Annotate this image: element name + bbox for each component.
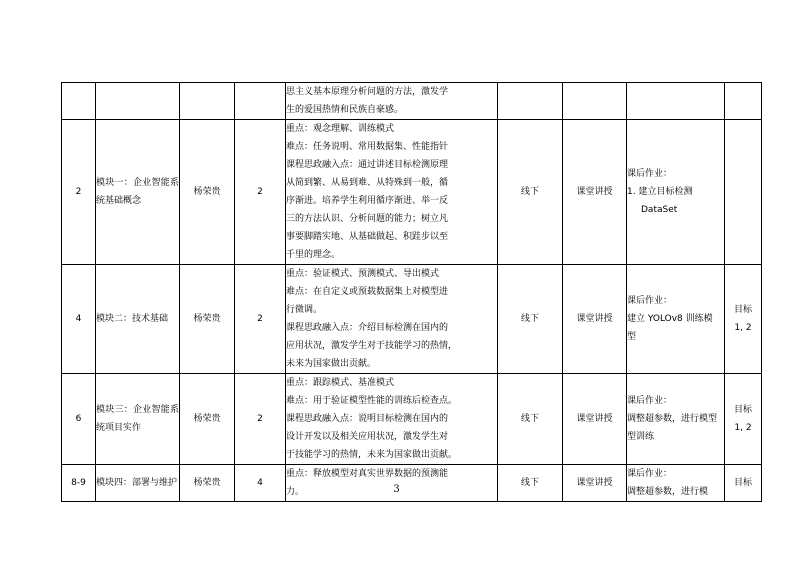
homework-cell-line: 型训练: [627, 432, 655, 442]
goal-cell-line: 目标: [733, 478, 752, 488]
homework-cell: [627, 265, 725, 374]
content-cell-line: 思主义基本原理分析问题的方法，激发学: [286, 87, 449, 97]
homework-cell: [627, 83, 725, 120]
content-cell-line: 难点：任务说明、常用数据集、性能指针: [286, 142, 449, 152]
content-cell: [286, 374, 498, 465]
goal-cell: [725, 465, 762, 502]
teacher-cell: 杨荣贵: [180, 374, 235, 465]
content-cell-line: 难点：在自定义或预载数据集上对模型进: [286, 287, 449, 297]
method-cell: 课堂讲授: [563, 120, 627, 265]
module-cell: 模块四：部署与维护: [96, 465, 180, 502]
homework-cell: [627, 465, 725, 502]
goal-cell-line: 目标: [733, 405, 752, 415]
table-row: [62, 120, 762, 265]
goal-cell: [725, 374, 762, 465]
goal-cell-line: 1, 2: [734, 423, 752, 433]
method-cell: 课堂讲授: [563, 265, 627, 374]
week-cell: 4: [62, 265, 96, 374]
homework-cell: [627, 374, 725, 465]
content-cell-line: 行微调。: [286, 305, 323, 315]
goal-cell: [725, 83, 762, 120]
content-cell-line: 课程思政融入点：介绍目标检测在国内的: [286, 323, 449, 333]
hours-cell: 2: [235, 265, 286, 374]
mode-cell: [498, 83, 563, 120]
table-row: [62, 374, 762, 465]
content-cell-line: 重点：释放模型对真实世界数据的预测能: [286, 469, 449, 479]
hours-cell: 2: [235, 120, 286, 265]
content-cell: [286, 465, 498, 502]
teacher-cell: 杨荣贵: [180, 465, 235, 502]
content-cell: [286, 265, 498, 374]
homework-cell-line: 型: [627, 332, 637, 342]
module-cell: 模块三：企业智能系统项目实作: [96, 374, 180, 465]
hours-cell: 4: [235, 465, 286, 502]
content-cell-line: 课程思政融入点：通过讲述目标检测原理: [286, 160, 449, 170]
homework-cell-line: 调整超参数，进行模型: [627, 414, 718, 424]
teacher-cell: [180, 83, 235, 120]
page-number: 3: [393, 484, 400, 495]
homework-cell: [627, 120, 725, 265]
hours-cell: [235, 83, 286, 120]
content-cell-line: 重点：跟踪模式、基准模式: [286, 378, 395, 388]
homework-cell-line: 课后作业：: [627, 296, 673, 306]
module-cell: [96, 83, 180, 120]
content-cell-line: 应用状况，激发学生对于技能学习的热情，: [286, 341, 458, 351]
method-cell: 课堂讲授: [563, 374, 627, 465]
content-cell: [286, 120, 498, 265]
homework-cell-line: 建立 YOLOv8 训练模: [627, 314, 713, 324]
table-row: [62, 265, 762, 374]
week-cell: 8-9: [62, 465, 96, 502]
content-cell-line: 课程思政融入点：说明目标检测在国内的: [286, 414, 449, 424]
method-cell: 课堂讲授: [563, 465, 627, 502]
content-cell-line: 从简到繁、从易到难、从特殊到一般，循: [286, 178, 449, 188]
mode-cell: 线下: [498, 465, 563, 502]
mode-cell: 线下: [498, 120, 563, 265]
week-cell: 2: [62, 120, 96, 265]
homework-cell-line: DataSet: [641, 205, 678, 215]
content-cell-line: 于技能学习的热情，未来为国家做出贡献。: [286, 450, 458, 460]
goal-cell: [725, 265, 762, 374]
content-cell-line: 千里的理念。: [286, 250, 341, 260]
method-cell: [563, 83, 627, 120]
goal-cell-line: 目标: [733, 305, 752, 315]
week-cell: 6: [62, 374, 96, 465]
goal-cell-line: 1, 2: [734, 323, 752, 333]
course-schedule-table: [61, 82, 762, 502]
teacher-cell: 杨荣贵: [180, 265, 235, 374]
teacher-cell: 杨荣贵: [180, 120, 235, 265]
content-cell-line: 序渐进。培养学生利用循序渐进、举一反: [286, 196, 449, 206]
content-cell-line: 重点：观念理解、训练模式: [286, 124, 395, 134]
module-cell: 模块一：企业智能系统基础概念: [96, 120, 180, 265]
module-cell: 模块二：技术基础: [96, 265, 180, 374]
content-cell-line: 事要脚踏实地、从基础做起、积跬步以至: [286, 232, 449, 242]
table-row: [62, 83, 762, 120]
hours-cell: 2: [235, 374, 286, 465]
homework-cell-line: 课后作业：: [627, 469, 673, 479]
mode-cell: 线下: [498, 265, 563, 374]
table-row: [62, 465, 762, 502]
homework-cell-line: 课后作业：: [627, 169, 673, 179]
week-cell: [62, 83, 96, 120]
content-cell-line: 力。: [286, 487, 305, 497]
mode-cell: 线下: [498, 374, 563, 465]
content-cell: [286, 83, 498, 120]
goal-cell: [725, 120, 762, 265]
homework-cell-line: 1. 建立目标检测: [627, 187, 693, 197]
homework-cell-line: 调整超参数，进行模: [627, 487, 709, 497]
content-cell-line: 重点：验证模式、预测模式、导出模式: [286, 269, 440, 279]
homework-cell-line: 课后作业：: [627, 396, 673, 406]
content-cell-line: 生的爱国热情和民族自豪感。: [286, 105, 404, 115]
content-cell-line: 设计开发以及相关应用状况，激发学生对: [286, 432, 449, 442]
content-cell-line: 三的方法认识、分析问题的能力；树立凡: [286, 214, 449, 224]
content-cell-line: 难点：用于验证模型性能的训练后检查点。: [286, 396, 458, 406]
content-cell-line: 未来为国家做出贡献。: [286, 359, 377, 369]
